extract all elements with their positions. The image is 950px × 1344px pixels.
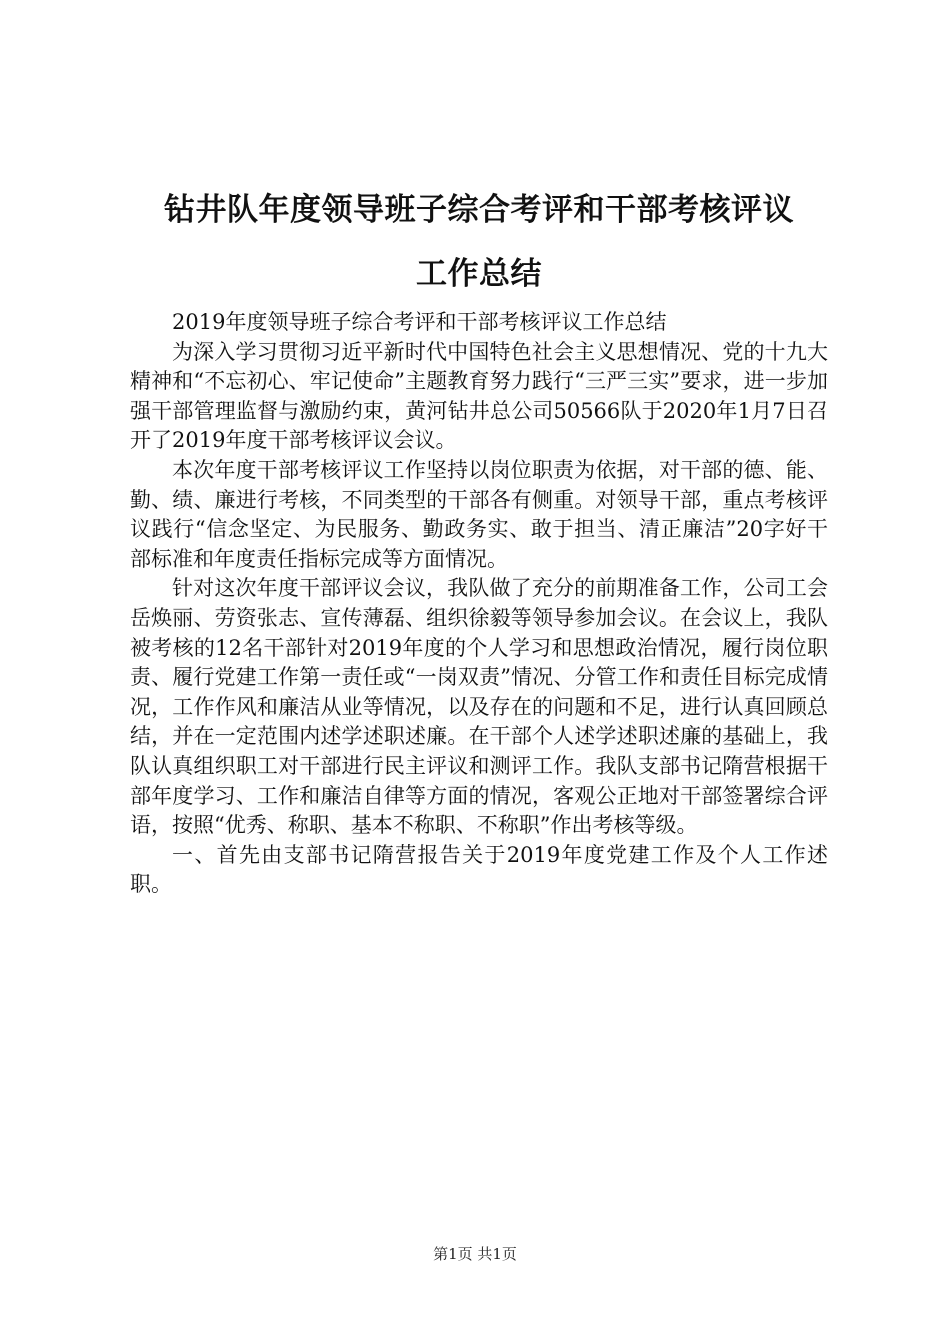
paragraph-1: 为深入学习贯彻习近平新时代中国特色社会主义思想情况、党的十九大精神和“不忘初心、牢记使命”主题教育努力践行“三严三实”要求，进一步加强干部管理监督与激励约束，黄河钻井总公司50566队于2020年1月7日召开了2019年度干部考核评议会议。 <box>130 339 828 453</box>
paragraph-2: 本次年度干部考核评议工作坚持以岗位职责为依据，对干部的德、能、勤、绩、廉进行考核，不同类型的干部各有侧重。对领导干部，重点考核评议践行“信念坚定、为民服务、勤政务实、敢于担当、清正廉洁”20字好干部标准和年度责任指标完成等方面情况。 <box>130 457 828 571</box>
document-body <box>130 308 828 900</box>
title-line-1: 钻井队年度领导班子综合考评和干部考核评议 <box>164 192 794 228</box>
paragraph-subtitle: 2019年度领导班子综合考评和干部考核评议工作总结 <box>172 310 667 334</box>
paragraph-4: 一、首先由支部书记隋营报告关于2019年度党建工作及个人工作述职。 <box>130 842 828 897</box>
document-title <box>130 178 828 306</box>
document-page <box>130 178 828 900</box>
title-line-2: 工作总结 <box>416 256 542 292</box>
paragraph-3: 针对这次年度干部评议会议，我队做了充分的前期准备工作，公司工会岳焕丽、劳资张志、宣传薄磊、组织徐毅等领导参加会议。在会议上，我队被考核的12名干部针对2019年度的个人学习和思想政治情况，履行岗位职责、履行党建工作第一责任或“一岗双责”情况、分管工作和责任目标完成情况，工作作风和廉洁从业等情况，以及存在的问题和不足，进行认真回顾总结，并在一定范围内述学述职述廉。在干部个人述学述职述廉的基础上，我队认真组织职工对干部进行民主评议和测评工作。我队支部书记隋营根据干部年度学习、工作和廉洁自律等方面的情况，客观公正地对干部签署综合评语，按照“优秀、称职、基本不称职、不称职”作出考核等级。 <box>130 576 828 838</box>
page-footer: 第1页 共1页 <box>433 1245 517 1263</box>
